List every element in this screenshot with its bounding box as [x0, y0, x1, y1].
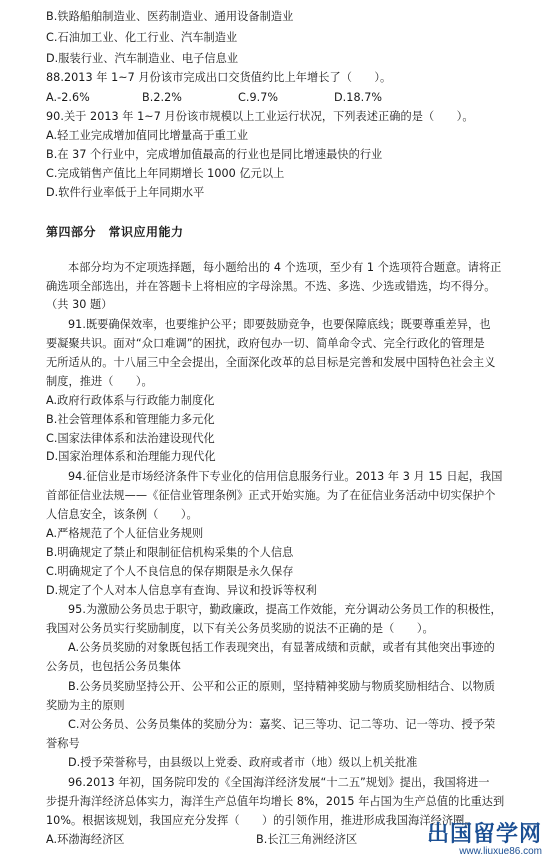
q87-option-b: B.铁路船舶制造业、医药制造业、通用设备制造业 — [46, 10, 294, 23]
q91-stem-line1: 91.既要确保效率，也要维护公平；即要鼓励竞争，也要保障底线；既要尊重差异，也 — [68, 318, 491, 331]
q95-option-a-line2: 公务员，也包括公务员集体 — [46, 660, 181, 673]
q91-stem-line4: 制度，推进（ ）。 — [46, 375, 153, 388]
q90-option-a: A.轻工业完成增加值同比增量高于重工业 — [46, 129, 249, 142]
q94-stem-line2: 首部征信业法规——《征信业管理条例》正式开始实施。为了在征信业务活动中切实保护个 — [46, 489, 496, 502]
q88-stem: 88.2013 年 1~7 月份该市完成出口交货值约比上年增长了（ ）。 — [46, 71, 392, 84]
q96-stem-line3: 10%。根据该规划，我国应充分发挥（ ）的引领作用，推进形成我国海洋经济圈。 — [46, 814, 476, 827]
q90-option-d: D.软件行业率低于上年同期水平 — [46, 186, 205, 199]
q91-option-a: A.政府行政体系与行政能力制度化 — [46, 394, 215, 407]
q96-option-a: A.环渤海经济区 — [46, 833, 125, 846]
section-title: 第四部分 常识应用能力 — [46, 225, 184, 239]
q88-options — [46, 91, 382, 105]
q87-option-d: D.服装行业、汽车制造业、电子信息业 — [46, 52, 239, 65]
q95-option-b-line2: 奖励为主的原则 — [46, 699, 125, 712]
q95-option-c-line2: 誉称号 — [46, 737, 80, 750]
q91-stem-line2: 要凝聚共识。面对“众口难调”的困扰，政府包办一切、简单命令式、完全行政化的管理是 — [46, 337, 485, 350]
q95-option-b-line1: B.公务员奖励坚持公开、公平和公正的原则，坚持精神奖励与物质奖励相结合、以物质 — [68, 680, 496, 693]
q94-option-b: B.明确规定了禁止和限制征信机构采集的个人信息 — [46, 546, 294, 559]
q90-option-b: B.在 37 个行业中，完成增加值最高的行业也是同比增速最快的行业 — [46, 148, 383, 161]
q90-stem: 90.关于 2013 年 1~7 月份该市规模以上工业运行状况，下列表述正确的是（ ）。 — [46, 110, 474, 123]
q88-option-d: D.18.7% — [334, 91, 383, 104]
watermark-text: 出国留学网 — [426, 822, 542, 847]
q95-stem-line2: 我国对公务员实行奖励制度，以下有关公务员奖励的说法不正确的是（ ）。 — [46, 622, 434, 635]
q94-stem-line1: 94.征信业是市场经济条件下专业化的信用信息服务行业。2013 年 3 月 15 日起，我国 — [68, 470, 503, 483]
q88-option-c: C.9.7% — [238, 91, 279, 104]
q94-stem-line3: 人信息安全，该条例（ ）。 — [46, 508, 198, 521]
q96-stem-line1: 96.2013 年初，国务院印发的《全国海洋经济发展“十二五”规划》提出，我国将进一 — [68, 776, 490, 789]
section-intro-line1: 本部分均为不定项选择题，每小题给出的 4 个选项，至少有 1 个选项符合题意。请将正 — [68, 261, 502, 274]
q91-option-b: B.社会管理体系和管理能力多元化 — [46, 413, 215, 426]
q96-option-b: B.长江三角洲经济区 — [256, 833, 358, 846]
q95-option-a-line1: A.公务员奖励的对象既包括工作表现突出，有显著成绩和贡献，或者有其他突出事迹的 — [68, 641, 495, 654]
section-intro-line2: 确选项全部选出，并在答题卡上将相应的字母涂黑。不选、多选、少选或错选，均不得分。 — [46, 280, 496, 293]
q88-option-a: A.-2.6% — [46, 91, 90, 104]
q90-option-c: C.完成销售产值比上年同期增长 1000 亿元以上 — [46, 167, 285, 180]
q96-options — [46, 833, 466, 847]
q91-option-c: C.国家法律体系和法治建设现代化 — [46, 432, 215, 445]
q91-stem-line3: 无所适从的。十八届三中全会提出，全面深化改革的总目标是完善和发展中国特色社会主义 — [46, 356, 496, 369]
q87-option-c: C.石油加工业、化工行业、汽车制造业 — [46, 31, 238, 44]
q95-option-d: D.授予荣誉称号，由县级以上党委、政府或者市（地）级以上机关批准 — [68, 756, 418, 769]
section-intro-line3: （共 30 题） — [46, 298, 113, 311]
q95-option-c-line1: C.对公务员、公务员集体的奖励分为：嘉奖、记三等功、记二等功、记一等功、授予荣 — [68, 718, 496, 731]
q95-stem-line1: 95.为激励公务员忠于职守，勤政廉政，提高工作效能，充分调动公务员工作的积极性， — [68, 603, 502, 616]
q96-stem-line2: 步提升海洋经济总体实力，海洋生产总值年均增长 8%，2015 年占国为生产总值的比重达到 — [46, 795, 505, 808]
q91-option-d: D.国家治理体系和治理能力现代化 — [46, 450, 216, 463]
watermark-logo — [427, 817, 542, 857]
q88-option-b: B.2.2% — [142, 91, 182, 104]
watermark-url: www.liuxue86.com — [459, 846, 542, 857]
q94-option-c: C.明确规定了个人不良信息的保存期限是永久保存 — [46, 565, 294, 578]
q94-option-d: D.规定了个人对本人信息享有查询、异议和投诉等权利 — [46, 584, 317, 597]
q94-option-a: A.严格规范了个人征信业务规则 — [46, 527, 204, 540]
